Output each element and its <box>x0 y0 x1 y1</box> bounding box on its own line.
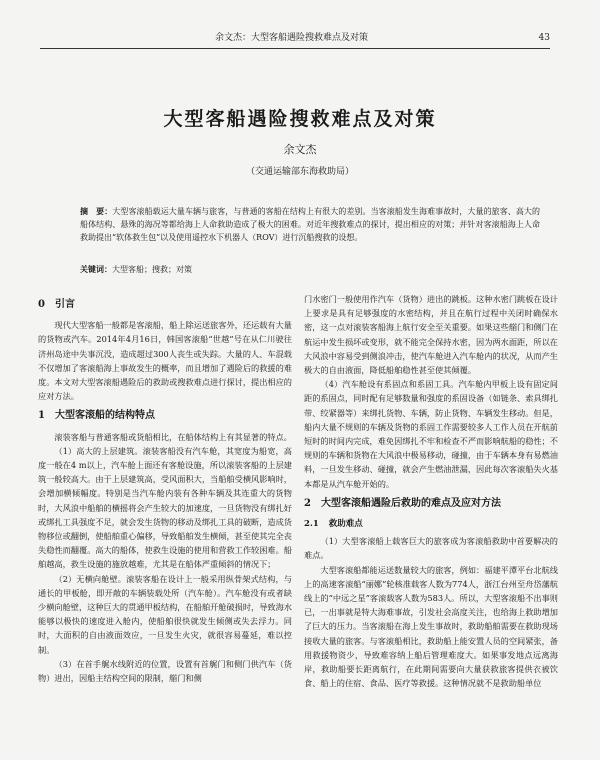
section-heading-introduction <box>38 298 292 312</box>
abstract-text: 大型客滚船载运大量车辆与旅客，与普通的客船在结构上有很大的差别。当客滚船发生海难事故时，大量的旅客、高大的船体结构、悬殊的海况等都给海上人命救助造成了极大的困难。对近年搜救难点的探讨，提出相应的对策；并针对客滚船海上人命救助提出“软体救生包”以及使用遥控水下机器人（ROV）进行沉船搜救的设想。 <box>80 207 541 242</box>
page-number: 43 <box>538 33 550 43</box>
subsection-number: 2.1 <box>304 519 319 530</box>
section-number: 1 <box>38 410 45 422</box>
keywords-label: 关键词： <box>80 264 112 274</box>
running-header <box>40 30 550 49</box>
paragraph: （1）大型客滚船上载客巨大的旅客成为客滚船救助中首要解决的难点。 <box>304 536 558 561</box>
section-number: 0 <box>38 299 45 310</box>
paragraph: 门水密门一般使用作汽车（货物）进出的跳板。这种水密门跳板在设计上要求是具有足够强度的水密结构，并且在航行过程中关闭时确保水密，这一点对滚装客船海上航行安全至关重要。如果这些艏门和侧门在航运中发生损坏或变形，就不能完全保持水密，因为两水面距，所以在大风浪中容易受到侧浪冲击，使汽车舱进入汽车舱内的状况，从而产生极大的自由液面，降低船舶稳性甚至使其倾覆。 <box>304 294 558 376</box>
section-title: 大型客滚船的结构特点 <box>54 410 155 422</box>
paragraph: （4）汽车舱设有系固点和系固工具。汽车舱内甲板上设有固定间距的系固点，同时配有足够数量和强度的系固设备（如链条、索具绑扎带、绞紧器等）来绑扎货物、车辆，防止货物、车辆发生移动。但是，船内大量不规则的车辆及货物的系固工作需要较多人工作人员在开航前短时的时间内完成，难免因绑扎不牢和检查不严而影响航船的稳性；不规则的车辆和货物在大风浪中极易移动，碰撞，由于车辆本身有易燃油料，一旦发生移动、碰撞，就会产生燃油泄漏，因此每次客滚船失火基本都是从汽车舱开始的。 <box>304 379 558 489</box>
keywords-text: 大型客船；搜救；对策 <box>112 265 192 274</box>
section-heading-structure <box>38 409 292 423</box>
abstract-label: 摘 要： <box>80 206 113 216</box>
paragraph: （1）高大的上层建筑。滚装客船没有汽车舱，其宽度为船宽，高度一般在4 m以上，汽车舱上面还有客舱设施，所以滚装客船的上层建筑一般较高大。由于上层建筑高，受风面积大，当船舶受横风影响时，会增加横倾幅度。特别是当汽车舱内装有各种车辆及其连重大的货物时，大风浪中船舶的横摇将会产生较大的加速度，一旦货物没有绑扎好或绑扎工具强度不足，就会发生货物的移动及绑扎工具的破断，造成货物移位或翻倒，使船舶重心偏移，导致船舶发生横倾，甚至使其完全丧失稳性而翻覆。高大的船体，使救生设施的使用和营救工作较困难。船舶越高，救生设施的施放越难，尤其是在船体严重倾斜的情况下； <box>38 445 292 570</box>
running-title: 余文杰：大型客船遇险搜救难点及对策 <box>215 33 369 43</box>
paragraph: 滚装客船与普通客船或货船相比，在船体结构上有其显著的特点。 <box>54 431 292 442</box>
abstract <box>80 205 540 244</box>
affiliation: （交通运输部东海救助局） <box>245 167 354 177</box>
paragraph: 大型客滚船都能运送数量较大的旅客，例如：福建平潭平台北航线上的高速客滚船“丽娜”轮核准载客人数为774人，浙江台州至舟岱藩航线上的“中远之星”客滚载客人数为583人。所以，大型客滚船不出事则已，一出事就是特大海难事故，引发社会高度关注，也给海上救助增加了巨大的压力。当客滚船在海上发生事故时，救助船舶需要在救助现场接收大量的旅客。与客滚船相比，救助船上能安置人员的空间紧张，备用救援物资少，导致难容纳上船后管理难度大。如果事发地点远离海岸，救助船要长距离航行，在此期间需要向大量获救旅客提供衣被饮食、船上的住宿、食品、医疗等救援。这种情况就不是救助船单位 <box>304 564 558 689</box>
section-title: 大型客滚船遇险后救助的难点及应对方法 <box>320 497 501 509</box>
subsection-heading-difficulties <box>304 517 558 531</box>
keywords <box>80 263 540 276</box>
author: 余文杰 <box>283 143 317 156</box>
section-heading-rescue <box>304 497 558 511</box>
right-column <box>304 292 558 690</box>
paper-title: 大型客船遇险搜救难点及对策 <box>163 108 437 130</box>
section-title: 引言 <box>54 299 75 310</box>
paragraph: （2）无横向舱壁。滚装客船在设计上一般采用纵骨架式结构，与通长的甲板舱，即开敞的车辆装载处所（汽车舱）。汽车舱没有或者缺少横向舱壁，这种巨大的贯通甲板结构，在船舶开舱破损时，导致海水能够以极快的速度进入舱内，使船舶很快就发生倾侧或失去浮力。同时，大面积的自由液面效应，一旦发生火灾，就很容易蔓延，难以控制。 <box>38 573 292 655</box>
paragraph: 现代大型客船一般都是客滚船，船上除运送旅客外，还运载有大量的货物或汽车。2014年4月16日，韩国客滚船“世越”号在从仁川驶往济州岛途中失事沉没，造成超过300人丧生或失踪。大量的人、车混载不仅增加了客滚船海上事故发生的概率，而且增加了遇险后的救援的难度。本文对大型客滚船遇险后的救助或搜救难点进行探讨，提出相应的应对方法。 <box>38 320 292 402</box>
left-column <box>38 292 292 685</box>
paragraph: （3）在首手艉水线附近的位置，设置有首艉门和侧门供汽车（货物）进出，因船主结构空间的限制，艏门和侧 <box>38 658 292 684</box>
subsection-title: 救助难点 <box>328 519 363 530</box>
section-number: 2 <box>304 497 311 509</box>
